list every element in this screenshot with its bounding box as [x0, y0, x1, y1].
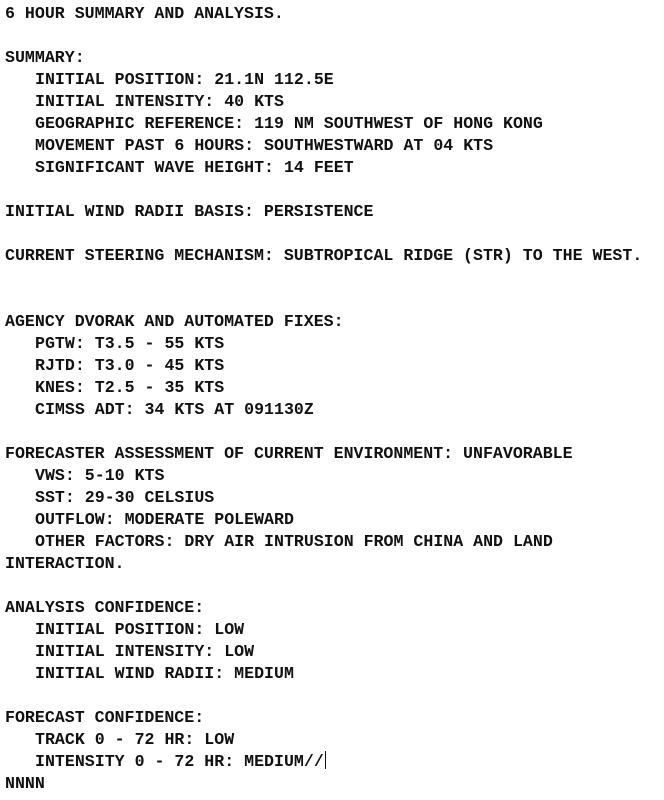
wind-radii-basis: INITIAL WIND RADII BASIS: PERSISTENCE [5, 202, 374, 221]
analysis-confidence-wind-radii: INITIAL WIND RADII: MEDIUM [35, 664, 294, 683]
environment-other-factors: OTHER FACTORS: DRY AIR INTRUSION FROM CHINA AND LAND [35, 532, 553, 551]
summary-heading: SUMMARY: [5, 48, 85, 67]
blank-line [5, 179, 660, 201]
fix-cimss-adt: CIMSS ADT: 34 KTS AT 091130Z [35, 400, 314, 419]
blank-line [5, 25, 660, 47]
steering-mechanism: CURRENT STEERING MECHANISM: SUBTROPICAL RIDGE (STR) TO THE WEST. [5, 246, 643, 265]
summary-wave-height: SIGNIFICANT WAVE HEIGHT: 14 FEET [35, 158, 354, 177]
summary-initial-intensity: INITIAL INTENSITY: 40 KTS [35, 92, 284, 111]
blank-line [5, 421, 660, 443]
environment-outflow: OUTFLOW: MODERATE POLEWARD [35, 510, 294, 529]
summary-geographic-reference: GEOGRAPHIC REFERENCE: 119 NM SOUTHWEST OF HONG KONG [35, 114, 543, 133]
environment-vws: VWS: 5-10 KTS [35, 466, 165, 485]
end-marker: NNNN [5, 774, 45, 793]
forecast-confidence-intensity-line [5, 751, 660, 773]
analysis-confidence-heading: ANALYSIS CONFIDENCE: [5, 598, 205, 617]
forecast-confidence-heading: FORECAST CONFIDENCE: [5, 708, 205, 727]
text-cursor [325, 751, 326, 769]
forecast-confidence-intensity: INTENSITY 0 - 72 HR: MEDIUM// [35, 752, 324, 771]
environment-sst: SST: 29-30 CELSIUS [35, 488, 215, 507]
fix-pgtw: PGTW: T3.5 - 55 KTS [35, 334, 225, 353]
blank-line [5, 685, 660, 707]
environment-heading: FORECASTER ASSESSMENT OF CURRENT ENVIRONMENT: UNFAVORABLE [5, 444, 573, 463]
fix-rjtd: RJTD: T3.0 - 45 KTS [35, 356, 225, 375]
document-title: 6 HOUR SUMMARY AND ANALYSIS. [5, 4, 284, 23]
summary-movement: MOVEMENT PAST 6 HOURS: SOUTHWESTWARD AT 04 KTS [35, 136, 494, 155]
analysis-confidence-intensity: INITIAL INTENSITY: LOW [35, 642, 255, 661]
environment-other-factors-continued: INTERACTION. [5, 554, 125, 573]
blank-line [5, 575, 660, 597]
summary-initial-position: INITIAL POSITION: 21.1N 112.5E [35, 70, 334, 89]
fix-knes: KNES: T2.5 - 35 KTS [35, 378, 225, 397]
blank-line [5, 267, 660, 289]
blank-line [5, 289, 660, 311]
forecast-confidence-track: TRACK 0 - 72 HR: LOW [35, 730, 235, 749]
analysis-confidence-position: INITIAL POSITION: LOW [35, 620, 245, 639]
fixes-heading: AGENCY DVORAK AND AUTOMATED FIXES: [5, 312, 344, 331]
blank-line [5, 223, 660, 245]
bulletin-document[interactable] [5, 3, 660, 795]
